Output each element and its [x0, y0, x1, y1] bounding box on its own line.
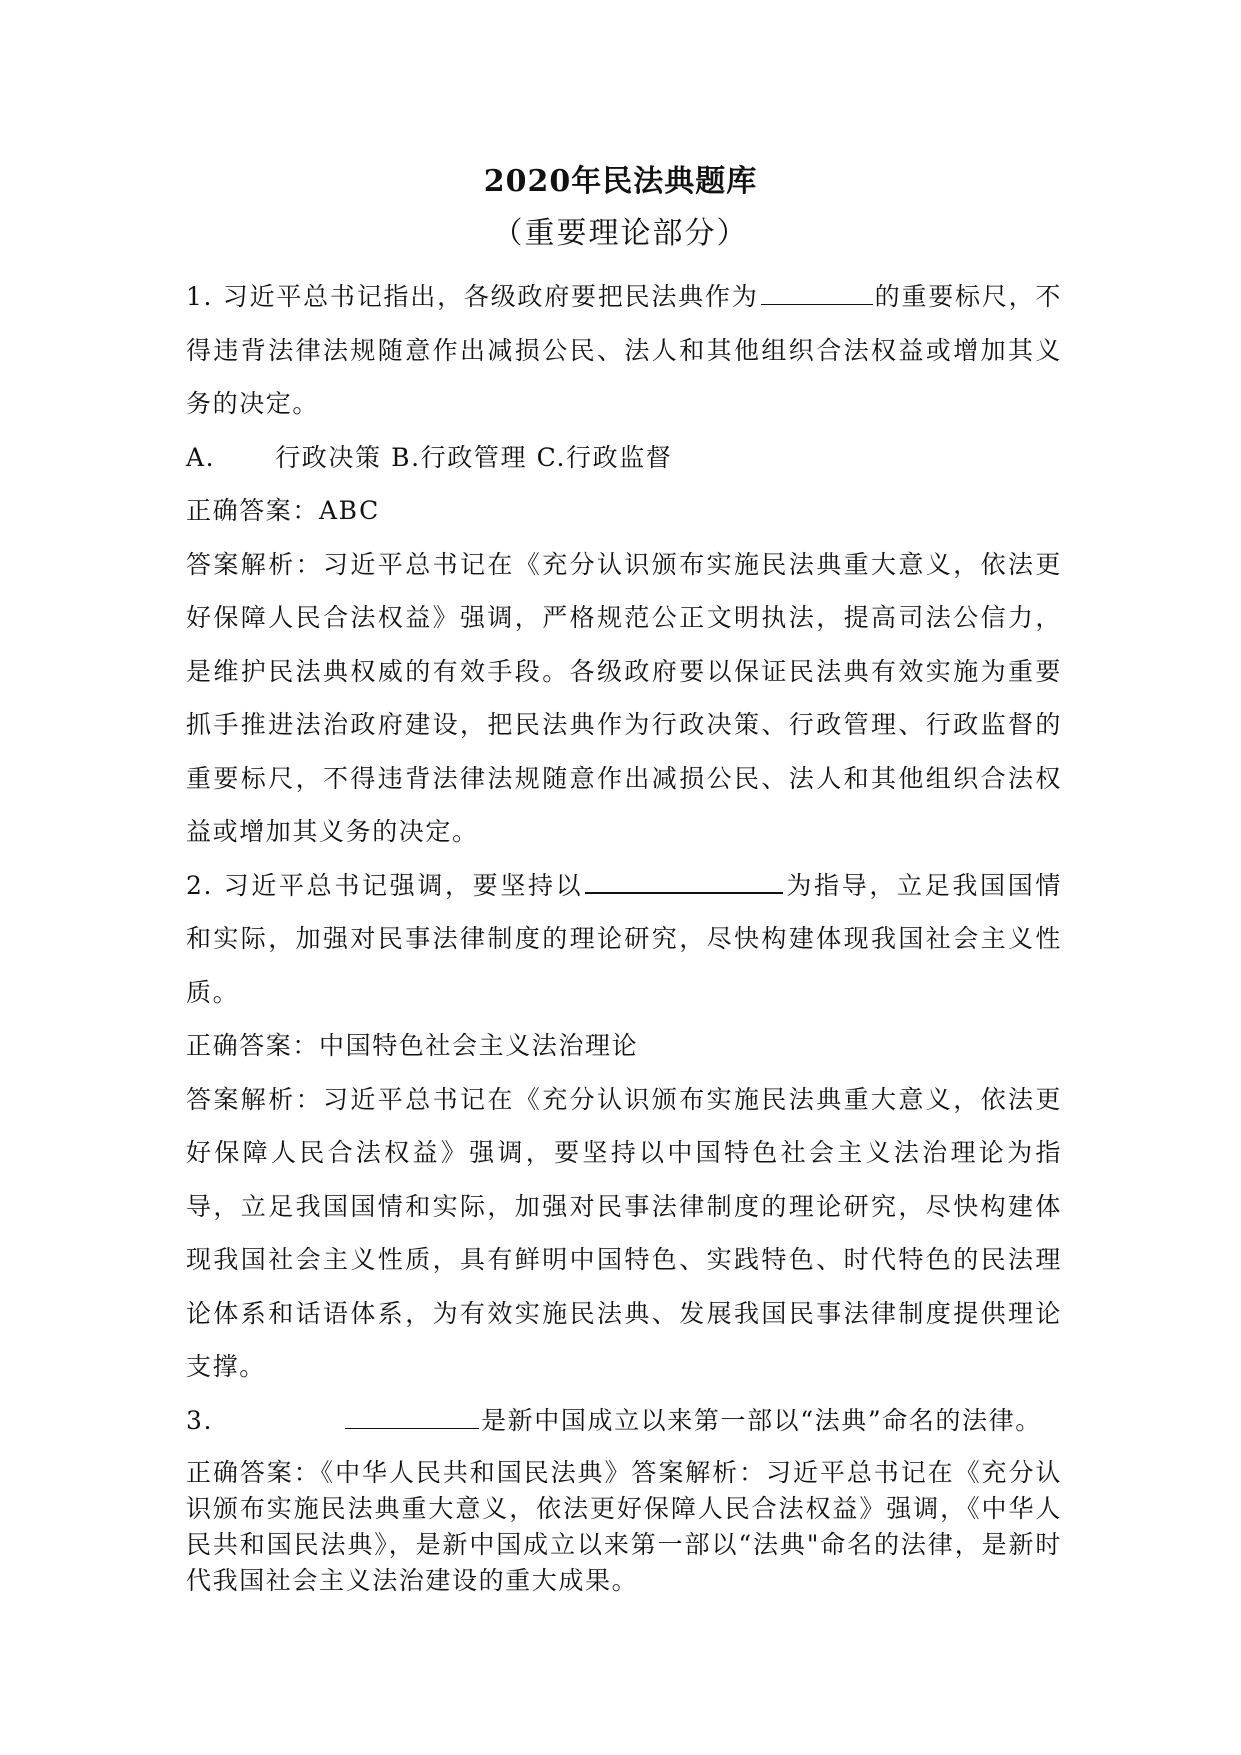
question-2-analysis: 答案解析：习近平总书记在《充分认识颁布实施民法典重大意义，依法更好保障人民合法权益》强调，要坚持以中国特色社会主义法治理论为指导，立足我国国情和实际，加强对民事法律制度的理论研究，尽快构建体现我国社会主义性质，具有鲜明中国特色、实践特色、时代特色的民法理论体系和话语体系，为有效实施民法典、发展我国民事法律制度提供理论支撑。 — [186, 1084, 1062, 1381]
question-3-blank — [345, 1406, 479, 1429]
question-2-blank — [585, 870, 783, 894]
question-1-blank — [761, 282, 873, 305]
question-1-option-label: A. — [186, 442, 216, 472]
question-1-stem-part2: 的重要标尺，不得违背法律法规随意作出减损公民、法人和其他组织合法权益或增加其义务的决定。 — [186, 282, 1062, 418]
question-2-answer: 正确答案：中国特色社会主义法治理论 — [186, 1031, 639, 1060]
question-3-number: 3. — [186, 1405, 214, 1435]
question-3-stem-text: 是新中国成立以来第一部以“法典”命名的法律。 — [481, 1405, 1042, 1435]
question-1-answer: 正确答案：ABC — [186, 496, 380, 525]
question-1-options — [186, 431, 1062, 485]
question-1-analysis: 答案解析：习近平总书记在《充分认识颁布实施民法典重大意义，依法更好保障人民合法权益》强调，严格规范公正文明执法，提高司法公信力，是维护民法典权威的有效手段。各级政府要以保证民法典有效实施为重要抓手推进法治政府建设，把民法典作为行政决策、行政管理、行政监督的重要标尺，不得违背法律法规随意作出减损公民、法人和其他组织合法权益或增加其义务的决定。 — [186, 549, 1062, 846]
question-2-stem-part2: 为指导，立足我国国情和实际，加强对民事法律制度的理论研究，尽快构建体现我国社会主义性质。 — [186, 870, 1062, 1007]
question-1-stem — [186, 270, 1062, 431]
page-title: 2020年民法典题库 — [483, 164, 758, 199]
question-3-answer-analysis: 正确答案：《中华人民共和国民法典》答案解析：习近平总书记在《充分认识颁布实施民法典重大意义，依法更好保障人民合法权益》强调，《中华人民共和国民法典》，是新中国成立以来第一部以“法典"命名的法律，是新时代我国社会主义法治建设的重大成果。 — [186, 1458, 1062, 1595]
page-subtitle: （重要理论部分） — [492, 216, 749, 251]
question-1-stem-part1: 1. 习近平总书记指出，各级政府要把民法典作为 — [186, 282, 759, 311]
question-list — [186, 270, 1062, 1599]
question-1-options-text: 行政决策 B.行政管理 C.行政监督 — [275, 442, 673, 472]
question-2-stem — [186, 859, 1062, 1020]
question-2-stem-part1: 2. 习近平总书记强调，要坚持以 — [186, 870, 584, 900]
question-3-stem — [186, 1394, 1062, 1448]
